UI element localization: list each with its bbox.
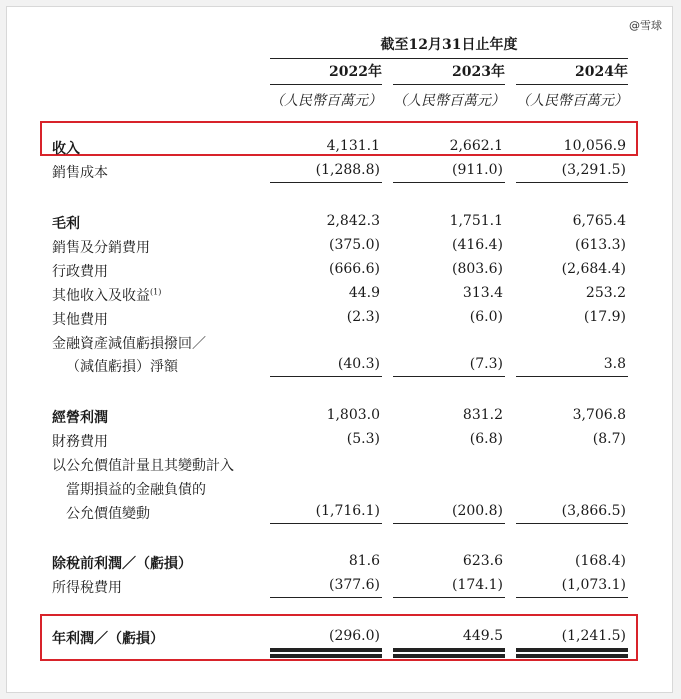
subtotal-rule [393, 597, 505, 598]
subtotal-rule [270, 376, 382, 377]
cell-other-expenses-2023: (6.0) [469, 309, 503, 325]
subtotal-rule [393, 376, 505, 377]
cell-selling-expenses-2023: (416.4) [451, 237, 503, 253]
cell-revenue-2023: 2,662.1 [449, 138, 503, 154]
cell-revenue-2022: 4,131.1 [326, 138, 380, 154]
cell-operating-profit-2023: 831.2 [462, 407, 503, 423]
row-label-profit-before-tax: 除稅前利潤／（虧損） [52, 556, 192, 572]
total-double-rule [393, 654, 505, 658]
other-income-text: 其他收入及收益 [52, 288, 150, 304]
row-label-finance-costs: 財務費用 [52, 434, 108, 450]
cell-admin-expenses-2023: (803.6) [451, 261, 503, 277]
cell-profit-before-tax-2023: 623.6 [462, 553, 503, 569]
cell-other-income-2023: 313.4 [462, 285, 503, 301]
row-label-other-income [52, 285, 161, 305]
cell-impairment-2023: (7.3) [469, 356, 503, 372]
row-label-fair-value-line1: 以公允價值計量且其變動計入 [52, 458, 234, 474]
subtotal-rule [516, 523, 628, 524]
subtotal-rule [393, 523, 505, 524]
row-label-operating-profit: 經營利潤 [52, 410, 108, 426]
row-label-other-expenses: 其他費用 [52, 312, 108, 328]
row-label-cost-of-sales: 銷售成本 [52, 165, 108, 181]
subtotal-rule [270, 597, 382, 598]
cell-impairment-2022: (40.3) [337, 356, 380, 372]
row-label-net-profit: 年利潤／（虧損） [52, 631, 164, 647]
cell-cost-of-sales-2024: (3,291.5) [561, 162, 626, 178]
row-label-impairment-line2: （減值虧損）淨額 [66, 359, 178, 375]
cell-gross-profit-2022: 2,842.3 [326, 213, 380, 229]
row-label-gross-profit: 毛利 [52, 216, 80, 232]
cell-admin-expenses-2022: (666.6) [328, 261, 380, 277]
column-header-2024: 2024年 [516, 61, 628, 85]
unit-label: （人民幣百萬元） [270, 93, 382, 109]
cell-net-profit-2024: (1,241.5) [561, 628, 626, 644]
unit-label: （人民幣百萬元） [516, 93, 628, 109]
unit-label: （人民幣百萬元） [393, 93, 505, 109]
cell-revenue-2024: 10,056.9 [563, 138, 626, 154]
cell-other-income-2022: 44.9 [348, 285, 380, 301]
cell-gross-profit-2024: 6,765.4 [572, 213, 626, 229]
cell-other-income-2024: 253.2 [585, 285, 626, 301]
total-double-rule [516, 648, 628, 652]
column-header-2022: 2022年 [270, 61, 382, 85]
subtotal-rule [393, 182, 505, 183]
cell-net-profit-2022: (296.0) [328, 628, 380, 644]
row-label-impairment-line1: 金融資產減值虧損撥回／ [52, 336, 206, 352]
footnote-marker: (1) [150, 287, 162, 297]
cell-fair-value-2023: (200.8) [451, 503, 503, 519]
subtotal-rule [516, 597, 628, 598]
cell-fair-value-2022: (1,716.1) [315, 503, 380, 519]
cell-selling-expenses-2022: (375.0) [328, 237, 380, 253]
cell-profit-before-tax-2024: (168.4) [574, 553, 626, 569]
watermark: @雪球 [629, 19, 662, 32]
cell-selling-expenses-2024: (613.3) [574, 237, 626, 253]
row-label-admin-expenses: 行政費用 [52, 264, 108, 280]
cell-profit-before-tax-2022: 81.6 [348, 553, 380, 569]
cell-finance-costs-2024: (8.7) [592, 431, 626, 447]
period-header: 截至12月31日止年度 [270, 34, 628, 59]
row-label-income-tax: 所得稅費用 [52, 580, 122, 596]
row-label-revenue: 收入 [52, 141, 80, 157]
total-double-rule [393, 648, 505, 652]
cell-other-expenses-2024: (17.9) [583, 309, 626, 325]
total-double-rule [270, 654, 382, 658]
cell-admin-expenses-2024: (2,684.4) [561, 261, 626, 277]
row-label-selling-expenses: 銷售及分銷費用 [52, 240, 150, 256]
cell-income-tax-2022: (377.6) [328, 577, 380, 593]
subtotal-rule [516, 182, 628, 183]
cell-impairment-2024: 3.8 [603, 356, 626, 372]
cell-finance-costs-2023: (6.8) [469, 431, 503, 447]
subtotal-rule [270, 523, 382, 524]
subtotal-rule [516, 376, 628, 377]
column-header-2023: 2023年 [393, 61, 505, 85]
cell-operating-profit-2022: 1,803.0 [326, 407, 380, 423]
row-label-fair-value-line2: 當期損益的金融負債的 [66, 482, 206, 498]
row-label-fair-value-line3: 公允價值變動 [66, 506, 150, 522]
cell-income-tax-2023: (174.1) [451, 577, 503, 593]
cell-income-tax-2024: (1,073.1) [561, 577, 626, 593]
cell-cost-of-sales-2023: (911.0) [451, 162, 503, 178]
cell-operating-profit-2024: 3,706.8 [572, 407, 626, 423]
subtotal-rule [270, 182, 382, 183]
cell-net-profit-2023: 449.5 [462, 628, 503, 644]
cell-finance-costs-2022: (5.3) [346, 431, 380, 447]
cell-fair-value-2024: (3,866.5) [561, 503, 626, 519]
cell-other-expenses-2022: (2.3) [346, 309, 380, 325]
total-double-rule [270, 648, 382, 652]
total-double-rule [516, 654, 628, 658]
cell-gross-profit-2023: 1,751.1 [449, 213, 503, 229]
cell-cost-of-sales-2022: (1,288.8) [315, 162, 380, 178]
